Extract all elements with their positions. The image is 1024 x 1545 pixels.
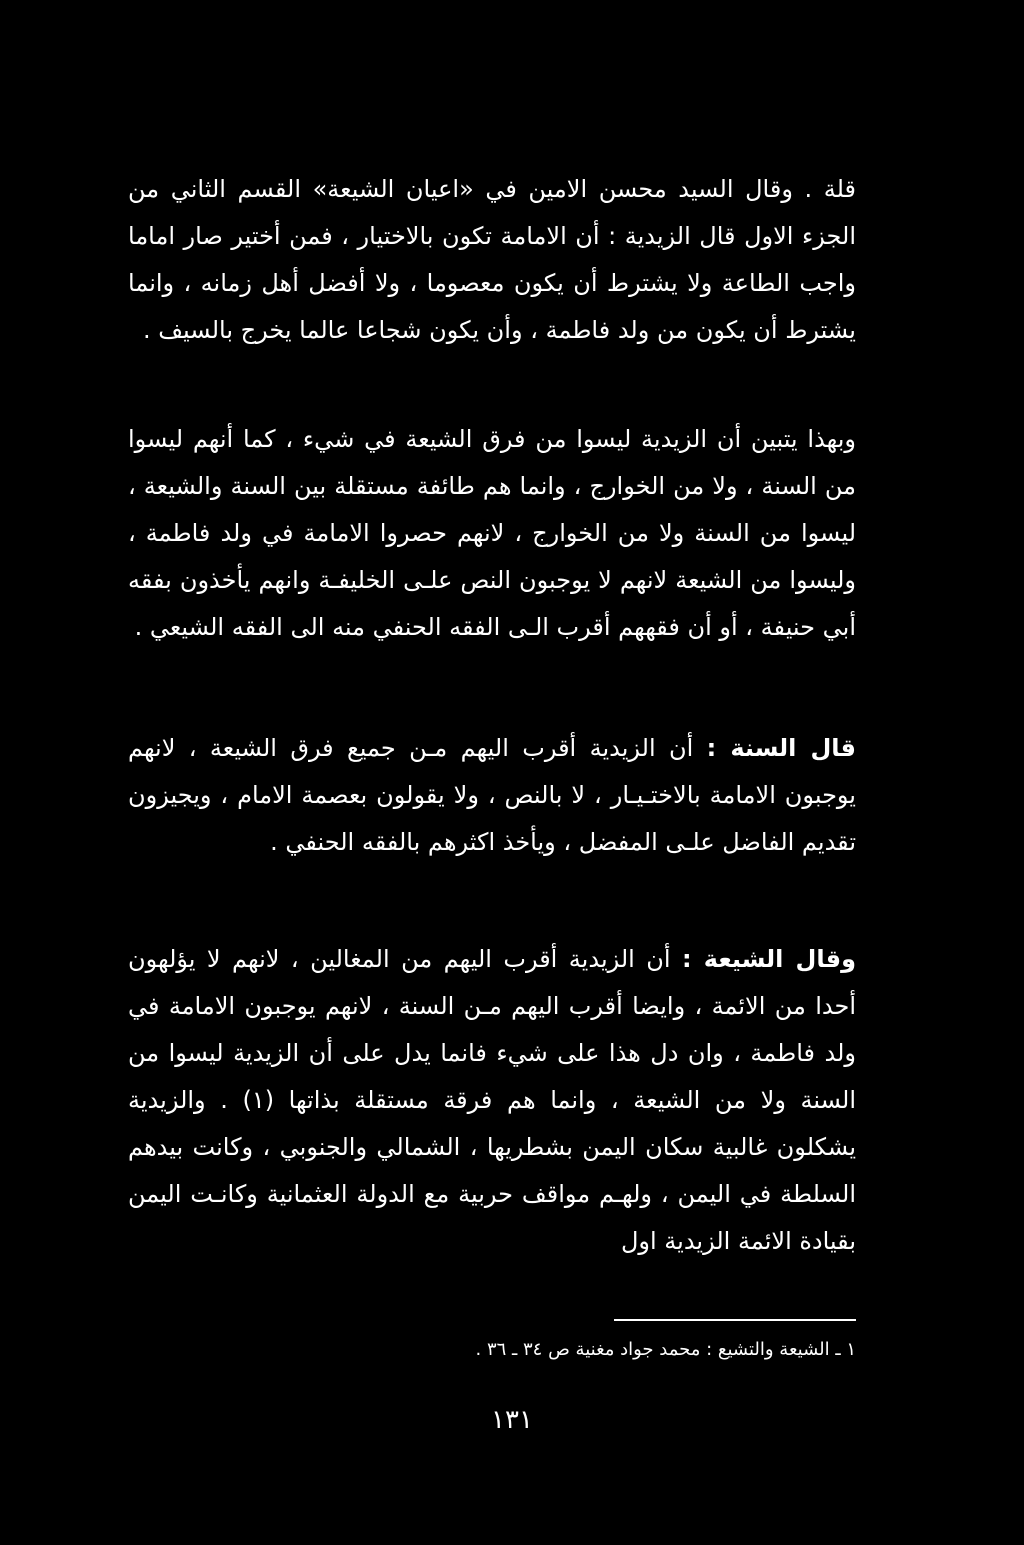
paragraph-2 [128, 416, 856, 651]
paragraph-3 [128, 725, 856, 866]
paragraph-3-lead: قال السنة : [706, 734, 856, 762]
page-number [0, 1405, 1024, 1435]
paragraph-2-text: وبهذا يتبين أن الزيدية ليسوا من فرق الشيعة في شيء ، كما أنهم ليسوا من السنة ، ولا من الخوارج ، وانما هم طائفة مستقلة بين السنة والشيعة ، ليسوا من السنة ولا من الخوارج ، لانهم حصروا الامامة في ولد فاطمة ، وليسوا من الشيعة لانهم لا يوجبون النص علـى الخليفـة وانهم يأخذون بفقه أبي حنيفة ، أو أن فقههم أقرب الـى الفقه الحنفي منه الى الفقه الشيعي . [128, 425, 856, 641]
paragraph-4-lead: وقال الشيعة : [682, 945, 856, 973]
page-number-text: ١٣١ [491, 1405, 533, 1435]
paragraph-1 [128, 166, 856, 354]
footnote [200, 1335, 856, 1365]
paragraph-4 [128, 936, 856, 1265]
paragraph-1-text: قلة . وقال السيد محسن الامين في «اعيان الشيعة» القسم الثاني من الجزء الاول قال الزيدية : أن الامامة تكون بالاختيار ، فمن أختير صار اماما واجب الطاعة ولا يشترط أن يكون معصوما ، ولا أفضل أهل زمانه ، وانما يشترط أن يكون من ولد فاطمة ، وأن يكون شجاعا عالما يخرج بالسيف . [128, 175, 856, 344]
paragraph-3-text: أن الزيدية أقرب اليهم مـن جميع فرق الشيعة ، لانهم يوجبون الامامة بالاختـيـار ، لا بالنص ، ولا يقولون بعصمة الامام ، ويجيزون تقديم الفاضل علـى المفضل ، ويأخذ اكثرهم بالفقه الحنفي . [128, 734, 856, 856]
footnote-divider [614, 1319, 856, 1321]
paragraph-4-text: أن الزيدية أقرب اليهم من المغالين ، لانهم لا يؤلهون أحدا من الائمة ، وايضا أقرب اليهم مـن السنة ، لانهم يوجبون الامامة في ولد فاطمة ، وان دل هذا على شيء فانما يدل على أن الزيدية ليسوا من السنة ولا من الشيعة ، وانما هم فرقة مستقلة بذاتها (١) . والزيدية يشكلون غالبية سكان اليمن بشطريها ، الشمالي والجنوبي ، وكانت بيدهم السلطة في اليمن ، ولهـم مواقف حربية مع الدولة العثمانية وكانـت اليمن بقيادة الائمة الزيدية اول [128, 945, 857, 1255]
footnote-text: ١ ـ الشيعة والتشيع : محمد جواد مغنية ص ٣٤ ـ ٣٦ . [475, 1339, 856, 1360]
